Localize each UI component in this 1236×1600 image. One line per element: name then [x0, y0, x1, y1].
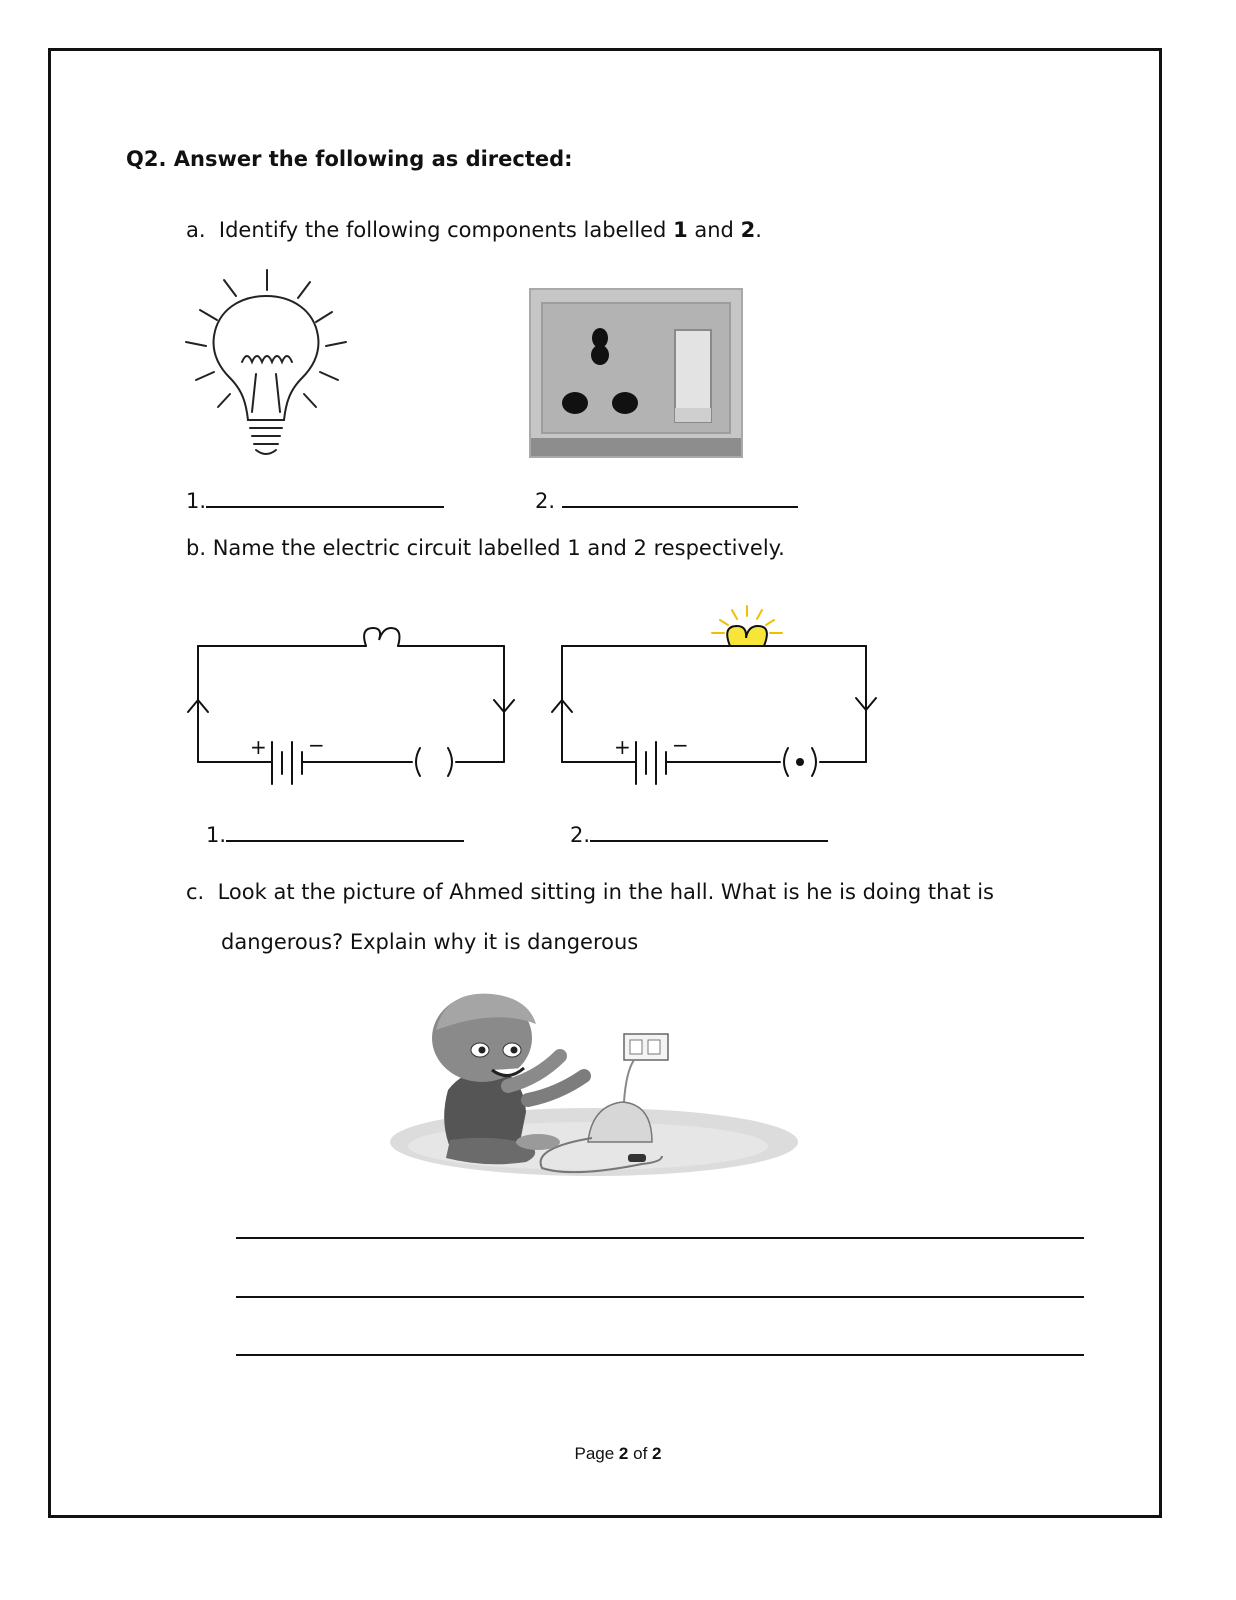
- answer-blank-b1[interactable]: [226, 822, 464, 842]
- battery-minus-sign: −: [672, 733, 689, 757]
- lamp-filament: [364, 628, 399, 646]
- lamp-rays: [712, 606, 782, 633]
- question-title: Q2. Answer the following as directed:: [126, 147, 573, 171]
- part-a-answer-1: [186, 488, 444, 513]
- part-c-text-1: Look at the picture of Ahmed sitting in the hall. What is he is doing that is: [217, 880, 994, 904]
- battery-minus-sign: −: [308, 733, 325, 757]
- switch-open: [416, 748, 420, 776]
- answer-blank-b2[interactable]: [590, 822, 828, 842]
- footer-of-word: of: [633, 1444, 648, 1463]
- part-a-label-1: 1.: [186, 489, 207, 513]
- battery-plus-sign: +: [614, 735, 631, 759]
- footer-total-pages: 2: [652, 1444, 662, 1463]
- part-c-text-2: dangerous? Explain why it is dangerous: [221, 930, 639, 954]
- part-b-marker: b.: [186, 536, 207, 560]
- part-a-period: .: [755, 218, 762, 242]
- part-b-answer-2: [570, 822, 828, 847]
- appliance: [588, 1102, 652, 1142]
- closed-circuit-diagram: [544, 600, 884, 792]
- boy-plugging-socket-icon: [388, 990, 800, 1190]
- answer-line-3[interactable]: [236, 1354, 1084, 1356]
- part-c-marker: c.: [186, 880, 205, 904]
- part-a-question: [186, 218, 762, 242]
- light-bulb-icon: [180, 262, 350, 462]
- part-a-num1: 1: [673, 218, 688, 242]
- part-b-label-2: 2.: [570, 823, 591, 847]
- footer-current-page: 2: [618, 1444, 629, 1463]
- part-a-and: and: [694, 218, 734, 242]
- footer-page-word: Page: [574, 1444, 615, 1463]
- open-circuit-diagram: [180, 612, 520, 792]
- answer-line-2[interactable]: [236, 1296, 1084, 1298]
- socket-switch-icon: [529, 288, 743, 458]
- switch-closed: [784, 748, 788, 776]
- lamp-lit: [727, 626, 767, 646]
- battery-plus-sign: +: [250, 735, 267, 759]
- part-b-text: Name the electric circuit labelled 1 and 2 respectively.: [212, 536, 785, 560]
- part-a-num2: 2: [740, 218, 756, 242]
- answer-line-1[interactable]: [236, 1237, 1084, 1239]
- boy-foot: [516, 1134, 560, 1150]
- part-b-question: [186, 536, 785, 560]
- part-c-question-line1: [186, 880, 994, 904]
- answer-blank-a2[interactable]: [562, 488, 798, 508]
- page-footer: [0, 1444, 1236, 1464]
- answer-blank-a1[interactable]: [206, 488, 444, 508]
- part-a-text: Identify the following components labelled: [218, 218, 667, 242]
- part-a-label-2: 2.: [535, 489, 556, 513]
- plug-wire: [624, 1060, 634, 1102]
- part-a-answer-2: [535, 488, 798, 513]
- cord-plug: [628, 1154, 646, 1162]
- part-b-answer-1: [206, 822, 464, 847]
- part-b-label-1: 1.: [206, 823, 227, 847]
- part-a-marker: a.: [186, 218, 206, 242]
